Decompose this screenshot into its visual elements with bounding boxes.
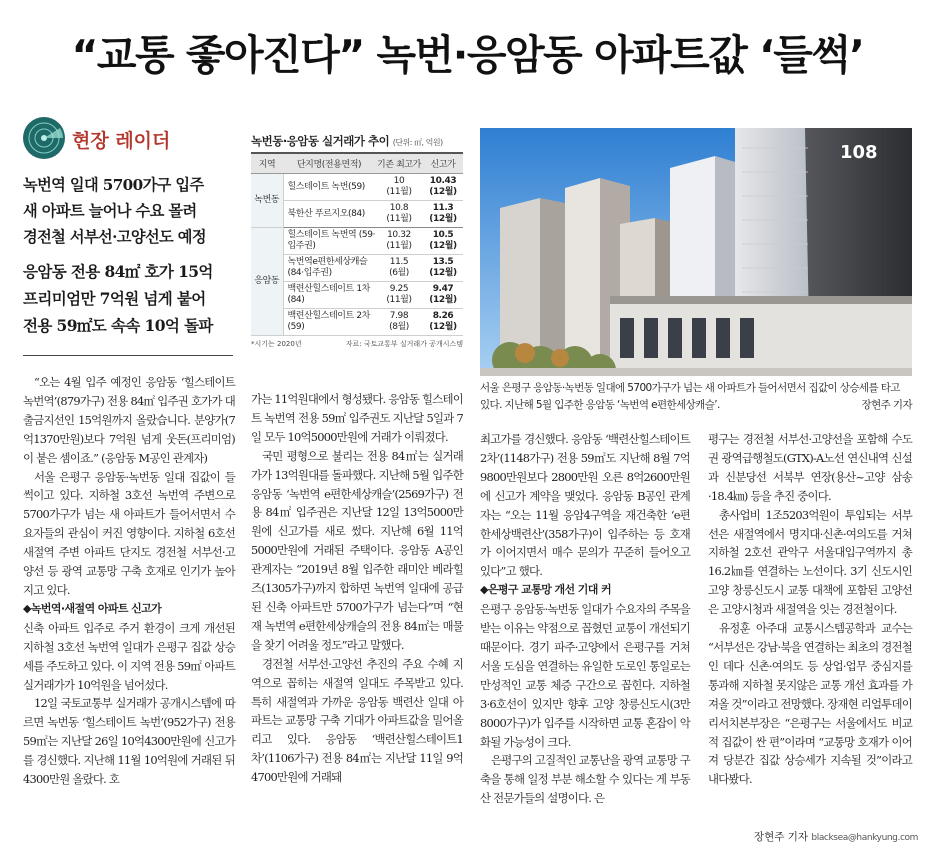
- price-table: [251, 133, 463, 349]
- table-region: 응암동: [251, 228, 283, 336]
- radar-icon: [22, 116, 66, 160]
- table-cell-new: [423, 228, 463, 255]
- byline-name: 장현주 기자: [754, 831, 809, 843]
- table-row: [251, 228, 463, 255]
- table-header: 기존 최고가: [375, 153, 423, 174]
- complex-name: 힐스테이트 녹번역 (59·입주권): [287, 230, 375, 251]
- photo-caption: [480, 380, 912, 414]
- table-cell-prev: [375, 282, 423, 309]
- prev-price: 10: [393, 176, 405, 186]
- complex-name: 힐스테이트 녹번(59): [287, 181, 365, 192]
- new-date: (12월): [429, 187, 457, 197]
- table-header: 단지명(전용면적): [283, 153, 375, 174]
- prev-date: (11월): [386, 241, 412, 251]
- table-cell-new: [423, 255, 463, 282]
- table-footnote: *시기는 2020년: [251, 340, 302, 348]
- paragraph: 평구는 경전철 서부선·고양선을 포함해 수도권 광역급행철도(GTX)-A노선 연신내역 신설과 신분당선 서북부 연장(용산~고양 삼송·18.4㎞) 등을 추진 중이다.: [708, 432, 912, 503]
- table-cell-new: [423, 309, 463, 336]
- subheadlines-1: [23, 172, 243, 250]
- paragraph: “오는 4월 입주 예정인 응암동 ‘힐스테이트 녹번역’(879가구) 전용 84㎡ 입주권 호가가 대출금지선인 15억원까지 올랐습니다. 분양가(7억1370만원)보다 7억원 넘게 웃돈(프리미엄)이 붙은 셈이죠.” (응암동 M공인 관계자): [23, 375, 235, 465]
- table-header: 지역: [251, 153, 283, 174]
- new-date: (12월): [429, 295, 457, 305]
- new-date: (12월): [429, 268, 457, 278]
- prev-date: (11월): [386, 214, 412, 224]
- prev-price: 10.8: [389, 203, 409, 213]
- new-price: 10.5: [432, 230, 454, 240]
- article-column-4: [708, 430, 912, 789]
- prev-price: 9.25: [389, 284, 409, 294]
- table-cell-name: [283, 201, 375, 228]
- table-cell-name: [283, 255, 375, 282]
- new-price: 10.43: [429, 176, 457, 186]
- paragraph: 총사업비 1조5203억원이 투입되는 서부선은 새절역에서 명지대·신촌·여의도를 거쳐 지하철 2호선 관악구 서울대입구역까지 총 16.2㎞를 연결하는 노선이다. 3기 신도시인 고양 창릉신도시 교통 대책에 포함된 고양선은 고양시청과 새절역을 잇는 경전철이다.: [708, 507, 912, 617]
- section-label: 현장 레이더: [72, 130, 171, 152]
- table-row: [251, 201, 463, 228]
- deck-line: 경전철 서부선·고양선도 예정: [23, 228, 206, 246]
- deck-line: 전용 59㎡도 속속 10억 돌파: [23, 316, 213, 335]
- prev-price: 7.98: [389, 311, 409, 321]
- new-price: 8.26: [432, 311, 454, 321]
- table-cell-new: [423, 174, 463, 201]
- new-price: 11.3: [432, 203, 454, 213]
- complex-name: 백련산힐스테이트 1차(84): [287, 284, 370, 305]
- table-cell-prev: [375, 174, 423, 201]
- new-date: (12월): [429, 322, 457, 332]
- table-cell-prev: [375, 309, 423, 336]
- paragraph: 최고가를 경신했다. 응암동 ‘백련산힐스테이트2차’(1148가구) 전용 59㎡도 지난해 8월 7억9800만원보다 2800만원 오른 8억2600만원에 신고가 계약을 맺었다. 응암동 B공인 관계자는 “오는 11월 응암4구역을 재건축한 ‘e편한세상백련산’(358가구)이 입주하는 등 호재가 이어지면서 매수 문의가 꾸준히 들어오고 있다”고 했다.: [480, 432, 690, 579]
- table-source: 자료: 국토교통부 실거래가 공개시스템: [345, 340, 463, 348]
- new-date: (12월): [429, 241, 457, 251]
- prev-date: (11월): [386, 295, 412, 305]
- paragraph: 경전철 서부선·고양선 추진의 주요 수혜 지역으로 꼽히는 새절역 일대도 주목받고 있다. 특히 새절역과 가까운 응암동 백련산 일대 아파트는 교통망 구축 기대가 아파트값을 밀어올리고 있다. 응암동 ‘백련산힐스테이트1차’(1106가구) 전용 84㎡는 지난달 11일 9억4700만원에 거래돼: [251, 656, 463, 785]
- building-number: 108: [840, 142, 878, 163]
- prev-price: 11.5: [389, 257, 409, 267]
- paragraph: 국민 평형으로 불리는 전용 84㎡는 실거래가가 13억원대를 돌파했다. 지난해 5월 입주한 응암동 ‘녹번역 e편한세상캐슬’(2569가구) 전용 84㎡ 입주권은 지난달 12일 13억5000만원에 신고가를 새로 썼다. 지난해 6월 11억5000만원에 거래된 주택이다. 응암동 A공인 관계자는 “2019년 8월 입주한 래미안 베라힐즈(1305가구)까지 합하면 녹번역 일대에 공급된 신축 아파트만 5700가구가 넘는다”며 “현재 녹번역 e편한세상캐슬의 전용 84㎡는 매물을 찾기 어려울 정도”라고 말했다.: [251, 448, 463, 652]
- table-row: [251, 282, 463, 309]
- new-date: (12월): [429, 214, 457, 224]
- table-cell-name: [283, 282, 375, 309]
- table: [251, 152, 463, 336]
- prev-date: (6월): [389, 268, 409, 278]
- caption-text: 서울 은평구 응암동·녹번동 일대에 5700가구가 넘는 새 아파트가 들어서면서 집값이 상승세를 타고 있다. 지난해 5월 입주한 응암동 ‘녹번역 e편한세상캐슬’.: [480, 382, 900, 411]
- table-cell-name: [283, 228, 375, 255]
- table-cell-new: [423, 201, 463, 228]
- paragraph: 12일 국토교통부 실거래가 공개시스템에 따르면 녹번동 ‘힐스테이트 녹번’(952가구) 전용 59㎡는 지난달 26일 10억4300만원에 신고가를 경신했다. 지난해 11월 10억원에 거래된 뒤 4300만원 올랐다. 호: [23, 696, 235, 787]
- caption-photographer: 장현주 기자: [861, 399, 912, 411]
- table-row: [251, 174, 463, 201]
- byline: [754, 829, 918, 844]
- prev-price: 10.32: [387, 230, 411, 240]
- section-subhead: ◆녹번역·새절역 아파트 신고가: [23, 601, 162, 615]
- subheadlines-2: [23, 258, 243, 339]
- table-unit: (단위: ㎡, 억원): [392, 138, 443, 147]
- complex-name: 녹번역e편한세상캐슬 (84·입주권): [287, 257, 368, 278]
- complex-name: 백련산힐스테이트 2차(59): [287, 311, 370, 332]
- section-subhead: ◆은평구 교통망 개선 기대 커: [480, 583, 612, 597]
- apartment-photo: [480, 128, 912, 376]
- paragraph: 가는 11억원대에서 형성됐다. 응암동 힐스테이트 녹번역 전용 59㎡ 입주권도 지난달 5일과 7일 모두 10억5000만원에 거래가 이뤄졌다.: [251, 392, 463, 444]
- deck-line: 녹번역 일대 5700가구 입주: [23, 176, 204, 194]
- byline-email: blacksea@hankyung.com: [811, 833, 918, 843]
- table-region: 녹번동: [251, 174, 283, 228]
- prev-date: (11월): [386, 187, 412, 197]
- table-cell-new: [423, 282, 463, 309]
- table-header: 신고가: [423, 153, 463, 174]
- deck-line: 프리미엄만 7억원 넘게 붙어: [23, 289, 206, 308]
- paragraph: 은평구의 고질적인 교통난을 광역 교통망 구축을 통해 일정 부분 해소할 수 있다는 게 부동산 전문가들의 설명이다. 은: [480, 753, 690, 806]
- article-column-3: [480, 430, 690, 808]
- paragraph: 신축 아파트 입주로 주거 환경이 크게 개선된 지하철 3호선 녹번역 일대가 은평구 집값 상승세를 주도하고 있다. 이 지역 전용 59㎡ 아파트 실거래가가 10억원을 넘어섰다.: [23, 620, 235, 692]
- prev-date: (8월): [389, 322, 409, 332]
- paragraph: 서울 은평구 응암동·녹번동 일대 집값이 들썩이고 있다. 지하철 3호선 녹번역 주변으로 5700가구가 넘는 새 아파트가 들어서면서 수요자들의 관심이 커진 영향이다. 지하철 6호선 새절역 주변 아파트 단지도 경전철 서부선·고양선 등 광역 교통망 구축 호재로 인기가 높아지고 있다.: [23, 469, 235, 597]
- table-title-text: 녹번동·응암동 실거래가 추이: [251, 134, 390, 148]
- divider: [23, 355, 233, 356]
- table-cell-prev: [375, 228, 423, 255]
- deck-line: 응암동 전용 84㎡ 호가 15억: [23, 262, 213, 281]
- headline: “교통 좋아진다” 녹번·응암동 아파트값 ‘들썩’: [71, 31, 864, 79]
- article-column-1: [23, 373, 235, 789]
- paragraph: 은평구 응암동·녹번동 일대가 수요자의 주목을 받는 이유는 약점으로 꼽혔던 교통이 개선되기 때문이다. 경기 파주·고양에서 은평구를 거쳐 서울 도심을 연결하는 유일한 도로인 통일로는 만성적인 교통 체증 구간으로 꼽힌다. 지하철 3·6호선이 있지만 향후 고양 창릉신도시(3만8000가구)가 입주를 시작하면 교통 혼잡이 악화될 가능성이 크다.: [480, 602, 690, 749]
- table-row: [251, 309, 463, 336]
- table-cell-name: [283, 309, 375, 336]
- deck-line: 새 아파트 늘어나 수요 몰려: [23, 202, 197, 220]
- table-cell-name: [283, 174, 375, 201]
- paragraph: 유정훈 아주대 교통시스템공학과 교수는 “서부선은 강남·북을 연결하는 최초의 경전철인 데다 신촌·여의도 등 상업·업무 중심지를 통과해 지하철 못지않은 교통 개선 효과를 가져올 것”이라고 전망했다. 장재현 리얼투데이 리서치본부장은 “은평구는 서울에서도 비교적 집값이 싼 편”이라며 “교통망 호재가 이어져 당분간 집값 상승세가 지속될 것”이라고 내다봤다.: [708, 621, 912, 787]
- table-cell-prev: [375, 201, 423, 228]
- table-title: [251, 133, 463, 149]
- article-column-2: [251, 390, 463, 787]
- new-price: 13.5: [432, 257, 454, 267]
- table-row: [251, 255, 463, 282]
- table-cell-prev: [375, 255, 423, 282]
- new-price: 9.47: [432, 284, 454, 294]
- complex-name: 북한산 푸르지오(84): [287, 208, 365, 219]
